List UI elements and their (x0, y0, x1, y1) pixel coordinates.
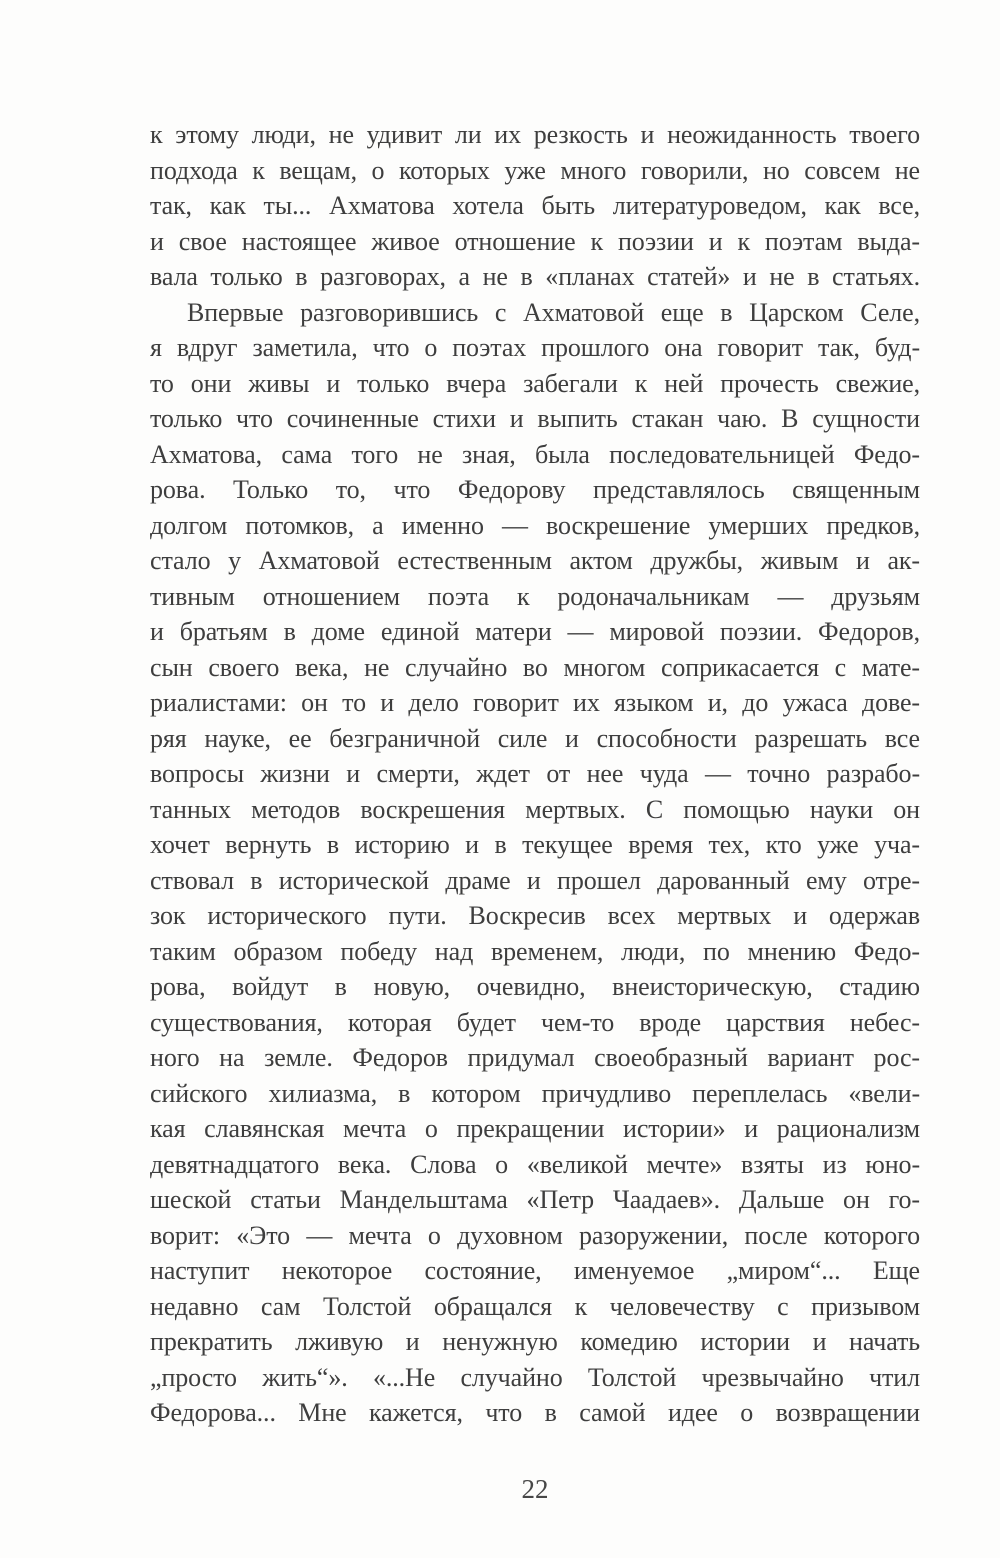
text-line: вала только в разговорах, а не в «планах статей» и не в статьях. (150, 262, 920, 291)
text-line: Впервые разговорившись с Ахматовой еще в Царском Селе, (187, 297, 920, 327)
text-line: танных методов воскрешения мертвых. С помощью науки он (150, 794, 920, 824)
text-line: прекратить лживую и ненужную комедию истории и начать (150, 1327, 920, 1356)
text-line: ствовал в исторической драме и прошел дарованный ему отре- (150, 865, 920, 895)
text-line: так, как ты... Ахматова хотела быть литературоведом, как все, (150, 191, 920, 220)
text-line: то они живы и только вчера забегали к ней прочесть свежие, (150, 368, 920, 398)
text-line: ного на земле. Федоров придумал своеобразный вариант рос- (150, 1043, 920, 1072)
text-line: и братьям в доме единой матери — мировой поэзии. Федоров, (150, 617, 920, 646)
text-line: недавно сам Толстой обращался к человечеству с призывом (150, 1291, 920, 1321)
text-line: наступит некоторое состояние, именуемое „миром“... Еще (150, 1256, 920, 1285)
text-line: хочет вернуть в историю и в текущее время тех, кто уже уча- (150, 830, 920, 859)
text-line: и свое настоящее живое отношение к поэзии и к поэтам выда- (150, 226, 920, 256)
text-line: рова. Только то, что Федорову представлялось священным (150, 475, 920, 504)
page-number: 22 (521, 1474, 549, 1504)
text-line: таким образом победу над временем, люди, по мнению Федо- (150, 936, 920, 966)
text-line: я вдруг заметила, что о поэтах прошлого она говорит так, буд- (150, 333, 920, 362)
text-line: риалистами: он то и дело говорит их языком и, до ужаса дове- (150, 688, 920, 717)
text-line: ряя науке, ее безграничной силе и способности разрешать все (150, 723, 920, 753)
text-line: кая славянская мечта о прекращении истории» и рационализм (150, 1114, 920, 1143)
text-line: „просто жить“». «...Не случайно Толстой чрезвычайно чтил (150, 1362, 920, 1392)
text-line: долгом потомков, а именно — воскрешение умерших предков, (150, 510, 920, 540)
text-line: подхода к вещам, о которых уже много говорили, но совсем не (150, 155, 920, 185)
text-line: тивным отношением поэта к родоначальникам — друзьям (150, 581, 920, 611)
text-line: вопросы жизни и смерти, ждет от нее чуда — точно разрабо- (150, 759, 920, 788)
text-line: рова, войдут в новую, очевидно, внеисторическую, стадию (150, 972, 920, 1001)
text-line: сын своего века, не случайно во многом соприкасается с мате- (150, 652, 920, 682)
text-line: шеской статьи Мандельштама «Петр Чаадаев». Дальше он го- (150, 1185, 920, 1214)
text-line: Федорова... Мне кажется, что в самой идее о возвращении (150, 1398, 920, 1427)
text-line: девятнадцатого века. Слова о «великой мечте» взяты из юно- (150, 1149, 920, 1179)
text-line: только что сочиненные стихи и выпить стакан чаю. В сущности (150, 404, 920, 433)
text-line: к этому люди, не удивит ли их резкость и неожиданность твоего (150, 120, 920, 149)
text-line: стало у Ахматовой естественным актом дружбы, живым и ак- (150, 546, 920, 575)
text-line: зок исторического пути. Воскресив всех мертвых и одержав (150, 901, 920, 930)
text-block (150, 117, 920, 1431)
text-line: ворит: «Это — мечта о духовном разоружении, после которого (150, 1220, 920, 1250)
text-line: Ахматова, сама того не зная, была последовательницей Федо- (150, 439, 920, 469)
text-line: сийского хилиазма, в котором причудливо переплелась «вели- (150, 1078, 920, 1108)
text-line: существования, которая будет чем-то вроде царствия небес- (150, 1007, 920, 1037)
